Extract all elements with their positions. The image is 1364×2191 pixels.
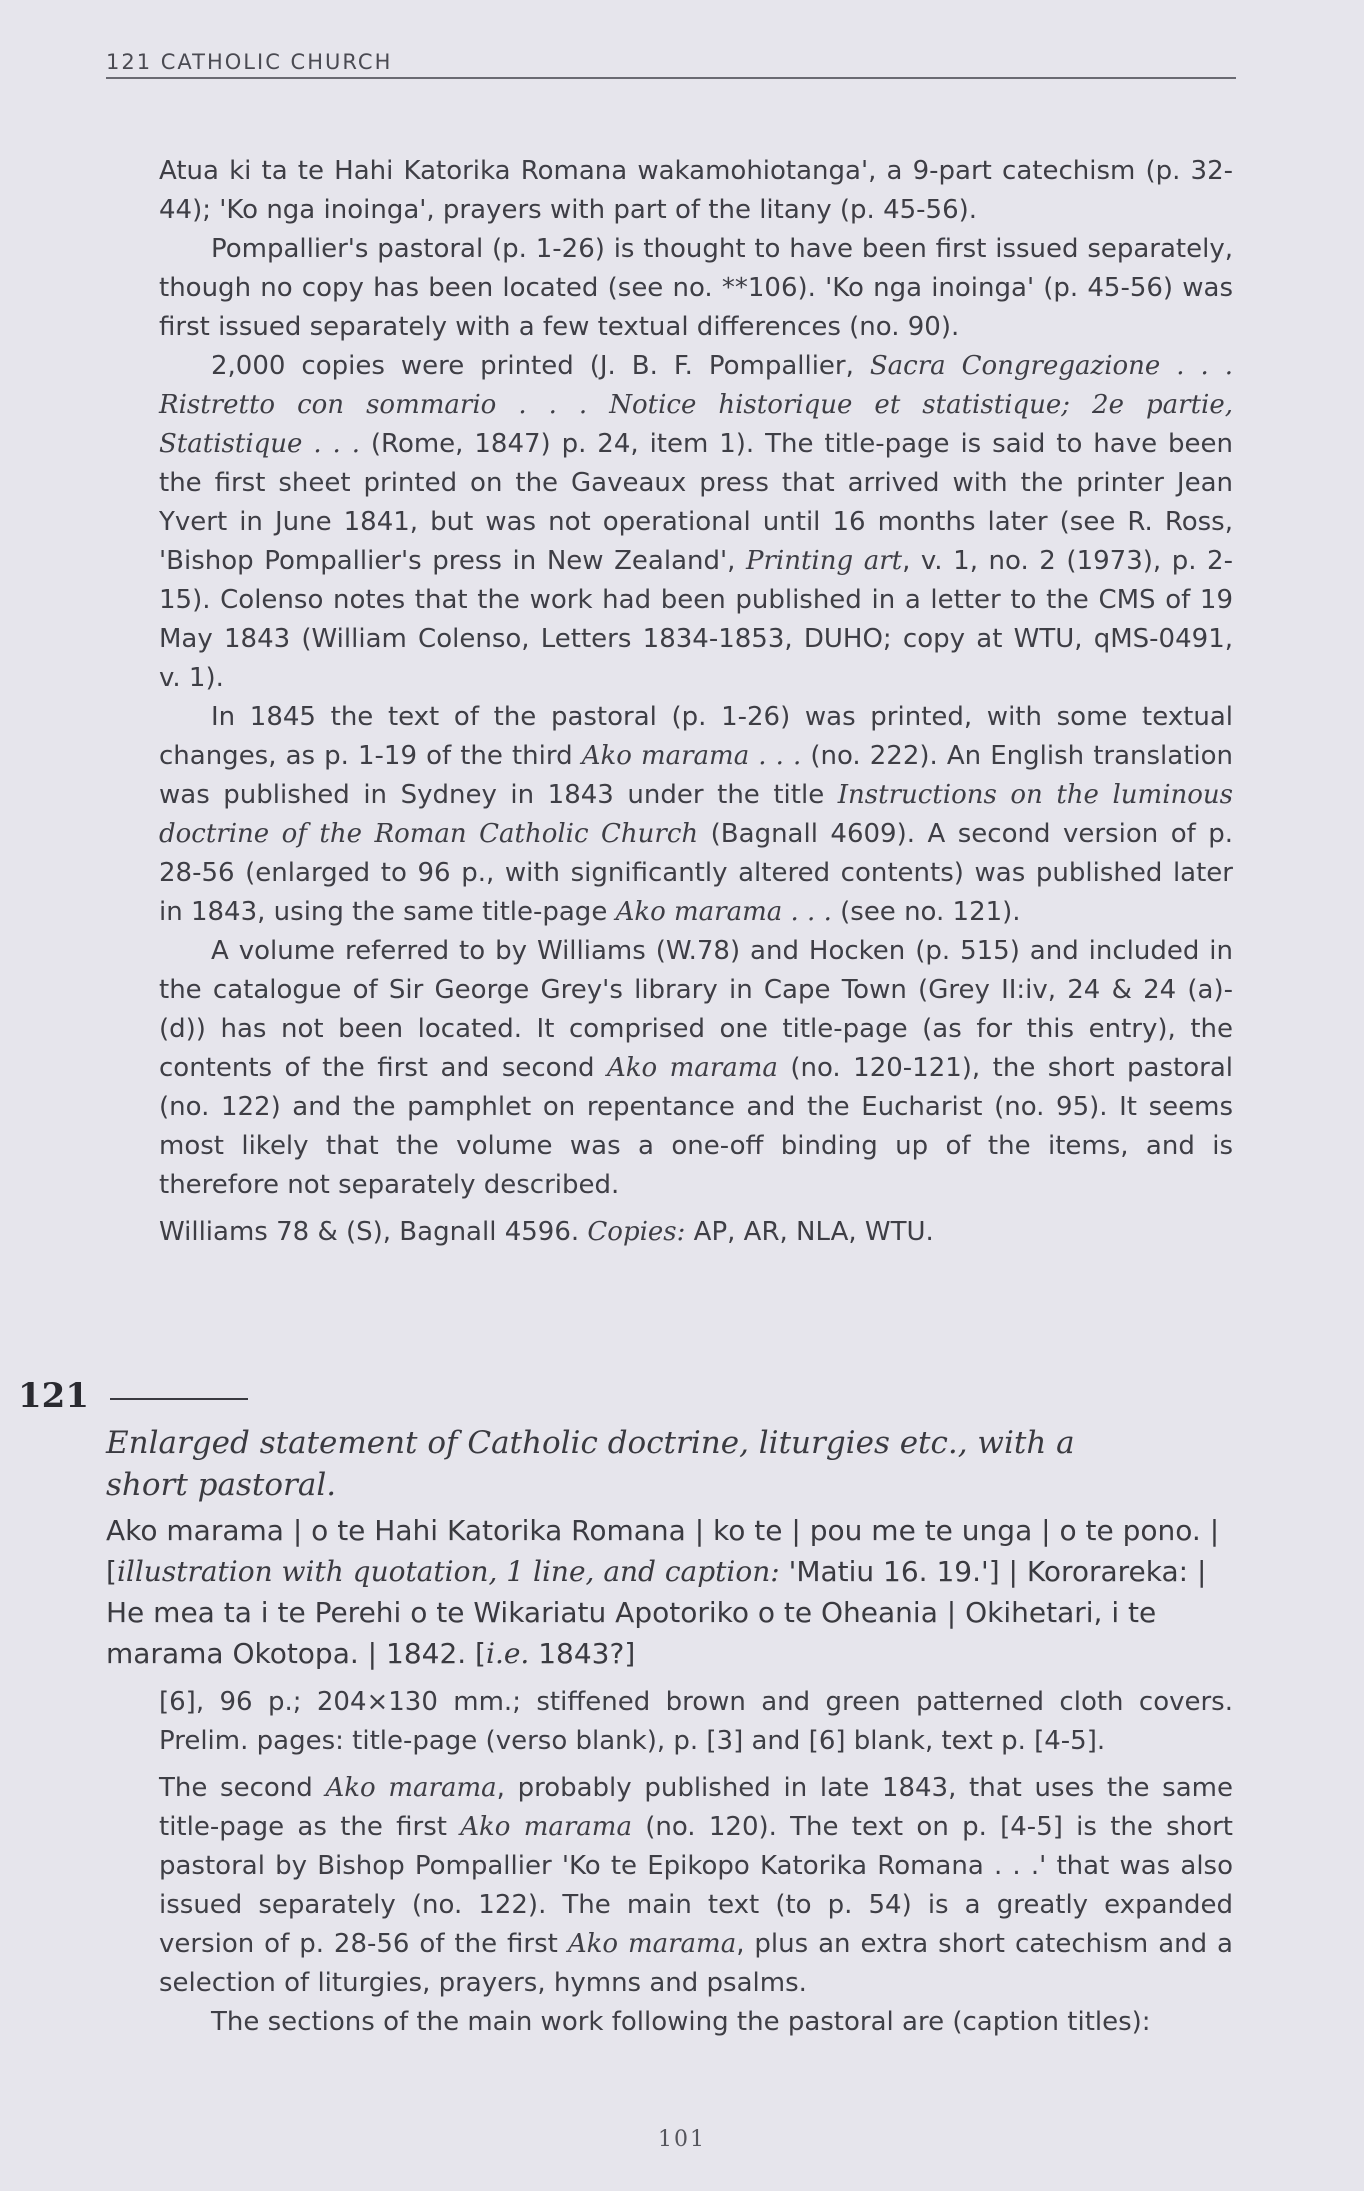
italic-title: Ako marama . . . <box>581 741 802 771</box>
italic-title: Ako marama <box>325 1773 497 1803</box>
copies-label: Copies: <box>587 1217 686 1247</box>
running-head: 121 CATHOLIC CHURCH <box>106 50 1236 79</box>
italic-title: Ako marama <box>607 1053 778 1083</box>
page-number: 101 <box>658 2127 706 2152</box>
text-run: (Rome, 1847) p. 24, item 1). The title-page is said to have been the first sheet printed on the Gaveaux press that arrived with the printer Jean Yvert in June 1841, but was not operational until 16 months later (see R. Ross, 'Bishop Pompallier's press in New Zealand', <box>159 429 1234 576</box>
references <box>159 1213 1233 1252</box>
italic-note: illustration with quotation, 1 line, and caption: <box>116 1555 780 1588</box>
italic-title: Sacra Congregazione . . . Ristretto con sommario . . . Notice historique et statistique; 2e partie, Statistique . . . <box>159 351 1233 459</box>
entry-title: Enlarged statement of Catholic doctrine, liturgies etc., with a short pastoral. <box>106 1425 1075 1503</box>
text-run: , v. 1, no. 2 (1973), p. 2-15). Colenso notes that the work had been published in a letter to the CMS of 19 May 1843 (William Colenso, Letters 1834-1853, DUHO; copy at WTU, qMS-0491, v. 1). <box>159 546 1233 693</box>
text-run: 2,000 copies were printed (J. B. F. Pompallier, <box>211 351 870 381</box>
note-paragraph: Atua ki ta te Hahi Katorika Romana wakamohiotanga', a 9-part catechism (p. 32-44); 'Ko nga inoinga', prayers with part of the litany (p. 45-56). <box>159 156 1233 225</box>
note-paragraph <box>159 1769 1233 2003</box>
text-run: (no. 222). An English translation was published in Sydney in 1843 under the title <box>159 741 1233 810</box>
text-run: In 1845 the text of the pastoral (p. 1-26) was printed, with some textual changes, as p. 1-19 of the third <box>159 702 1233 771</box>
note-paragraph <box>159 698 1233 932</box>
collation: [6], 96 p.; 204×130 mm.; stiffened brown and green patterned cloth covers. Prelim. pages: title-page (verso blank), p. [3] and [6] blank, text p. [4-5]. <box>159 1687 1233 1756</box>
italic-title: Printing art <box>746 546 903 576</box>
text-run: 'Matiu 16. 19.'] | Kororareka: | He mea ta i te Perehi o te Wikariatu Apotoriko o te Oheania | Okihetari, i te marama Okotopa. | 1842. [ <box>106 1555 1207 1670</box>
note-paragraph <box>159 347 1233 698</box>
entry-number: 121 <box>18 1376 89 1416</box>
note-paragraph: Pompallier's pastoral (p. 1-26) is thought to have been first issued separately, though no copy has been located (see no. **106). 'Ko nga inoinga' (p. 45-56) was first issued separately with a few textual differences (no. 90). <box>159 234 1233 342</box>
italic-note: i.e. <box>485 1637 530 1670</box>
entry-121-notes <box>159 1683 1233 2042</box>
text-run: , plus an extra short catechism and a selection of liturgies, prayers, hymns and psalms. <box>159 1929 1233 1998</box>
text-run: (Bagnall 4609). A second version of p. 28-56 (enlarged to 96 p., with significantly altered contents) was published later in 1843, using the same title-page <box>159 819 1234 927</box>
italic-title: Ako marama <box>567 1929 737 1959</box>
text-run: (see no. 121). <box>831 897 1021 927</box>
note-paragraph <box>159 932 1233 1205</box>
note-paragraph: The sections of the main work following the pastoral are (caption titles): <box>211 2007 1151 2037</box>
text-run: Williams 78 & (S), Bagnall 4596. <box>159 1217 588 1247</box>
italic-title: Ako marama . . . <box>615 897 832 927</box>
text-run: (no. 120-121), the short pastoral (no. 122) and the pamphlet on repentance and the Eucharist (no. 95). It seems most likely that the volume was a one-off binding up of the items, and is therefore not separately described. <box>159 1053 1233 1200</box>
text-run: The second <box>159 1773 326 1803</box>
text-run: (no. 120). The text on p. [4-5] is the short pastoral by Bishop Pompallier 'Ko te Epikopo Katorika Romana . . .' that was also issued separately (no. 122). The main text (to p. 54) is a greatly expanded version of p. 28-56 of the first <box>159 1812 1233 1959</box>
entry-dash-rule <box>110 1398 248 1400</box>
text-run: Ako marama | o te Hahi Katorika Romana | ko te | pou me te unga | o te pono. | [ <box>106 1514 1220 1588</box>
text-run: A volume referred to by Williams (W.78) and Hocken (p. 515) and included in the catalogue of Sir George Grey's library in Cape Town (Grey II:iv, 24 & 24 (a)-(d)) has not been located. It comprised one title-page (as for this entry), the contents of the first and second <box>159 936 1233 1083</box>
title-transcription <box>106 1510 1236 1674</box>
text-run: 1843?] <box>529 1637 636 1670</box>
italic-title: Instructions on the luminous doctrine of the Roman Catholic Church <box>159 780 1234 849</box>
text-run: , probably published in late 1843, that uses the same title-page as the first <box>159 1773 1233 1842</box>
text-run: AP, AR, NLA, WTU. <box>685 1217 934 1247</box>
entry-120-notes <box>159 152 1233 1252</box>
italic-title: Ako marama <box>460 1812 632 1842</box>
entry-transcription <box>106 1510 1236 1674</box>
